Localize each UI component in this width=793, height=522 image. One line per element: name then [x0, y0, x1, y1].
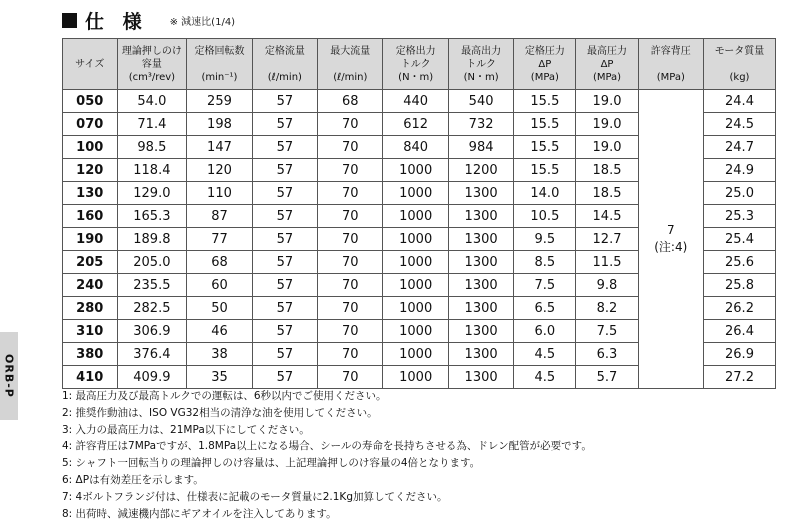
note-item: 4: 許容背圧は7MPaですが、1.8MPa以上になる場合、シールの寿命を長持ちさせる為、ドレン配管が必要です。 — [62, 440, 592, 453]
cell-motor-mass: 25.3 — [703, 205, 775, 228]
cell-displacement: 282.5 — [117, 297, 187, 320]
cell-rated-speed: 38 — [187, 343, 252, 366]
note-item: 7: 4ボルトフランジ付は、仕様表に記載のモータ質量に2.1Kg加算してください。 — [62, 490, 448, 503]
cell-rated-speed: 77 — [187, 228, 252, 251]
cell-rated-speed: 60 — [187, 274, 252, 297]
cell-max-pressure: 14.5 — [576, 205, 638, 228]
cell-max-torque: 1200 — [448, 159, 513, 182]
note-item: 8: 出荷時、減速機内部にギアオイルを注入してあります。 — [62, 507, 337, 520]
cell-motor-mass: 24.4 — [703, 90, 775, 113]
page-title: 仕 様 — [85, 10, 148, 33]
cell-max-torque: 1300 — [448, 297, 513, 320]
note-item: 3: 入力の最高圧力は、21MPa以下にしてください。 — [62, 423, 310, 436]
note-item: 2: 推奨作動油は、ISO VG32相当の清浄な油を使用してください。 — [62, 406, 378, 419]
cell-max-torque: 1300 — [448, 251, 513, 274]
table-row — [63, 90, 776, 113]
cell-rated-pressure: 4.5 — [514, 343, 576, 366]
cell-max-torque: 1300 — [448, 343, 513, 366]
cell-rated-torque: 1000 — [383, 251, 448, 274]
cell-motor-mass: 25.0 — [703, 182, 775, 205]
cell-max-pressure: 18.5 — [576, 182, 638, 205]
cell-rated-flow: 57 — [252, 366, 317, 389]
cell-motor-mass: 25.6 — [703, 251, 775, 274]
cell-max-torque: 540 — [448, 90, 513, 113]
cell-size: 120 — [63, 159, 118, 182]
square-bullet-icon — [62, 13, 77, 28]
cell-max-pressure: 5.7 — [576, 366, 638, 389]
cell-max-flow: 70 — [318, 320, 383, 343]
cell-rated-pressure: 4.5 — [514, 366, 576, 389]
cell-size: 380 — [63, 343, 118, 366]
cell-rated-flow: 57 — [252, 228, 317, 251]
cell-size: 160 — [63, 205, 118, 228]
cell-size: 310 — [63, 320, 118, 343]
cell-displacement: 189.8 — [117, 228, 187, 251]
cell-displacement: 409.9 — [117, 366, 187, 389]
cell-rated-flow: 57 — [252, 182, 317, 205]
table-header-row — [63, 39, 776, 90]
cell-rated-pressure: 7.5 — [514, 274, 576, 297]
cell-rated-speed: 110 — [187, 182, 252, 205]
cell-rated-flow: 57 — [252, 274, 317, 297]
cell-rated-speed: 50 — [187, 297, 252, 320]
cell-size: 050 — [63, 90, 118, 113]
cell-rated-speed: 198 — [187, 113, 252, 136]
cell-size: 070 — [63, 113, 118, 136]
cell-rated-pressure: 8.5 — [514, 251, 576, 274]
cell-rated-torque: 1000 — [383, 320, 448, 343]
cell-motor-mass: 25.8 — [703, 274, 775, 297]
cell-size: 190 — [63, 228, 118, 251]
cell-displacement: 376.4 — [117, 343, 187, 366]
side-tab-label: ORB-P — [2, 354, 16, 398]
cell-rated-flow: 57 — [252, 297, 317, 320]
cell-rated-flow: 57 — [252, 343, 317, 366]
cell-max-flow: 70 — [318, 297, 383, 320]
cell-rated-speed: 259 — [187, 90, 252, 113]
cell-max-torque: 1300 — [448, 320, 513, 343]
cell-max-flow: 70 — [318, 251, 383, 274]
cell-rated-flow: 57 — [252, 205, 317, 228]
header-back-pressure: 許容背圧 (MPa) — [638, 39, 703, 90]
cell-max-torque: 1300 — [448, 228, 513, 251]
header-rated-pressure: 定格圧力 ΔP (MPa) — [514, 39, 576, 90]
cell-motor-mass: 24.7 — [703, 136, 775, 159]
cell-rated-pressure: 14.0 — [514, 182, 576, 205]
cell-displacement: 205.0 — [117, 251, 187, 274]
cell-max-pressure: 9.8 — [576, 274, 638, 297]
note-item: 5: シャフト一回転当りの理論押しのけ容量は、上記理論押しのけ容量の4倍となります。 — [62, 457, 481, 470]
cell-rated-torque: 1000 — [383, 159, 448, 182]
header-rated-torque: 定格出力 トルク (N・m) — [383, 39, 448, 90]
cell-rated-flow: 57 — [252, 136, 317, 159]
reduction-ratio-note: ※ 減速比(1/4) — [169, 16, 236, 28]
cell-max-pressure: 11.5 — [576, 251, 638, 274]
cell-rated-speed: 120 — [187, 159, 252, 182]
header-rated-flow: 定格流量 (ℓ/min) — [252, 39, 317, 90]
cell-rated-speed: 147 — [187, 136, 252, 159]
cell-max-flow: 70 — [318, 159, 383, 182]
cell-motor-mass: 26.9 — [703, 343, 775, 366]
header-displacement: 理論押しのけ 容量 (cm³/rev) — [117, 39, 187, 90]
cell-max-pressure: 19.0 — [576, 136, 638, 159]
cell-motor-mass: 27.2 — [703, 366, 775, 389]
cell-size: 240 — [63, 274, 118, 297]
cell-motor-mass: 24.5 — [703, 113, 775, 136]
cell-max-pressure: 7.5 — [576, 320, 638, 343]
cell-rated-speed: 35 — [187, 366, 252, 389]
header-motor-mass: モータ質量 (kg) — [703, 39, 775, 90]
cell-rated-speed: 46 — [187, 320, 252, 343]
cell-max-flow: 70 — [318, 274, 383, 297]
cell-displacement: 165.3 — [117, 205, 187, 228]
cell-motor-mass: 26.4 — [703, 320, 775, 343]
cell-rated-flow: 57 — [252, 320, 317, 343]
cell-rated-torque: 1000 — [383, 297, 448, 320]
cell-displacement: 98.5 — [117, 136, 187, 159]
cell-rated-flow: 57 — [252, 251, 317, 274]
cell-max-flow: 70 — [318, 182, 383, 205]
cell-rated-speed: 68 — [187, 251, 252, 274]
cell-max-torque: 732 — [448, 113, 513, 136]
cell-max-pressure: 8.2 — [576, 297, 638, 320]
cell-size: 410 — [63, 366, 118, 389]
cell-rated-flow: 57 — [252, 159, 317, 182]
cell-displacement: 129.0 — [117, 182, 187, 205]
header-max-flow: 最大流量 (ℓ/min) — [318, 39, 383, 90]
title-row — [62, 6, 235, 34]
spec-table — [62, 38, 776, 389]
cell-max-pressure: 19.0 — [576, 90, 638, 113]
cell-max-flow: 70 — [318, 366, 383, 389]
notes-list — [62, 388, 782, 522]
cell-size: 280 — [63, 297, 118, 320]
cell-rated-torque: 612 — [383, 113, 448, 136]
cell-max-flow: 70 — [318, 228, 383, 251]
cell-motor-mass: 24.9 — [703, 159, 775, 182]
cell-rated-pressure: 15.5 — [514, 159, 576, 182]
cell-max-pressure: 6.3 — [576, 343, 638, 366]
cell-max-pressure: 19.0 — [576, 113, 638, 136]
cell-displacement: 306.9 — [117, 320, 187, 343]
cell-rated-torque: 1000 — [383, 343, 448, 366]
cell-size: 205 — [63, 251, 118, 274]
cell-rated-torque: 840 — [383, 136, 448, 159]
cell-motor-mass: 25.4 — [703, 228, 775, 251]
header-size: サイズ — [63, 39, 118, 90]
cell-rated-speed: 87 — [187, 205, 252, 228]
cell-max-torque: 1300 — [448, 182, 513, 205]
spec-table-body — [63, 90, 776, 389]
cell-size: 130 — [63, 182, 118, 205]
cell-rated-pressure: 15.5 — [514, 90, 576, 113]
cell-max-pressure: 12.7 — [576, 228, 638, 251]
note-item: 6: ΔPは有効差圧を示します。 — [62, 473, 204, 486]
cell-rated-pressure: 6.5 — [514, 297, 576, 320]
header-rated-speed: 定格回転数 (min⁻¹) — [187, 39, 252, 90]
cell-rated-torque: 440 — [383, 90, 448, 113]
cell-back-pressure: 7 (注:4) — [638, 90, 703, 389]
cell-max-flow: 68 — [318, 90, 383, 113]
note-item: 1: 最高圧力及び最高トルクでの運転は、6秒以内でご使用ください。 — [62, 390, 387, 402]
cell-rated-torque: 1000 — [383, 182, 448, 205]
cell-rated-pressure: 6.0 — [514, 320, 576, 343]
cell-max-torque: 1300 — [448, 205, 513, 228]
cell-max-flow: 70 — [318, 343, 383, 366]
header-max-torque: 最高出力 トルク (N・m) — [448, 39, 513, 90]
cell-size: 100 — [63, 136, 118, 159]
cell-rated-pressure: 9.5 — [514, 228, 576, 251]
cell-max-pressure: 18.5 — [576, 159, 638, 182]
cell-max-flow: 70 — [318, 136, 383, 159]
cell-rated-torque: 1000 — [383, 274, 448, 297]
cell-rated-flow: 57 — [252, 113, 317, 136]
cell-max-flow: 70 — [318, 205, 383, 228]
header-max-pressure: 最高圧力 ΔP (MPa) — [576, 39, 638, 90]
cell-rated-torque: 1000 — [383, 228, 448, 251]
cell-max-torque: 984 — [448, 136, 513, 159]
side-tab — [0, 332, 18, 420]
cell-max-torque: 1300 — [448, 366, 513, 389]
cell-displacement: 118.4 — [117, 159, 187, 182]
cell-rated-torque: 1000 — [383, 205, 448, 228]
cell-displacement: 71.4 — [117, 113, 187, 136]
cell-displacement: 235.5 — [117, 274, 187, 297]
cell-rated-pressure: 10.5 — [514, 205, 576, 228]
cell-rated-pressure: 15.5 — [514, 136, 576, 159]
cell-max-torque: 1300 — [448, 274, 513, 297]
cell-motor-mass: 26.2 — [703, 297, 775, 320]
cell-rated-pressure: 15.5 — [514, 113, 576, 136]
cell-max-flow: 70 — [318, 113, 383, 136]
cell-rated-torque: 1000 — [383, 366, 448, 389]
cell-rated-flow: 57 — [252, 90, 317, 113]
cell-displacement: 54.0 — [117, 90, 187, 113]
